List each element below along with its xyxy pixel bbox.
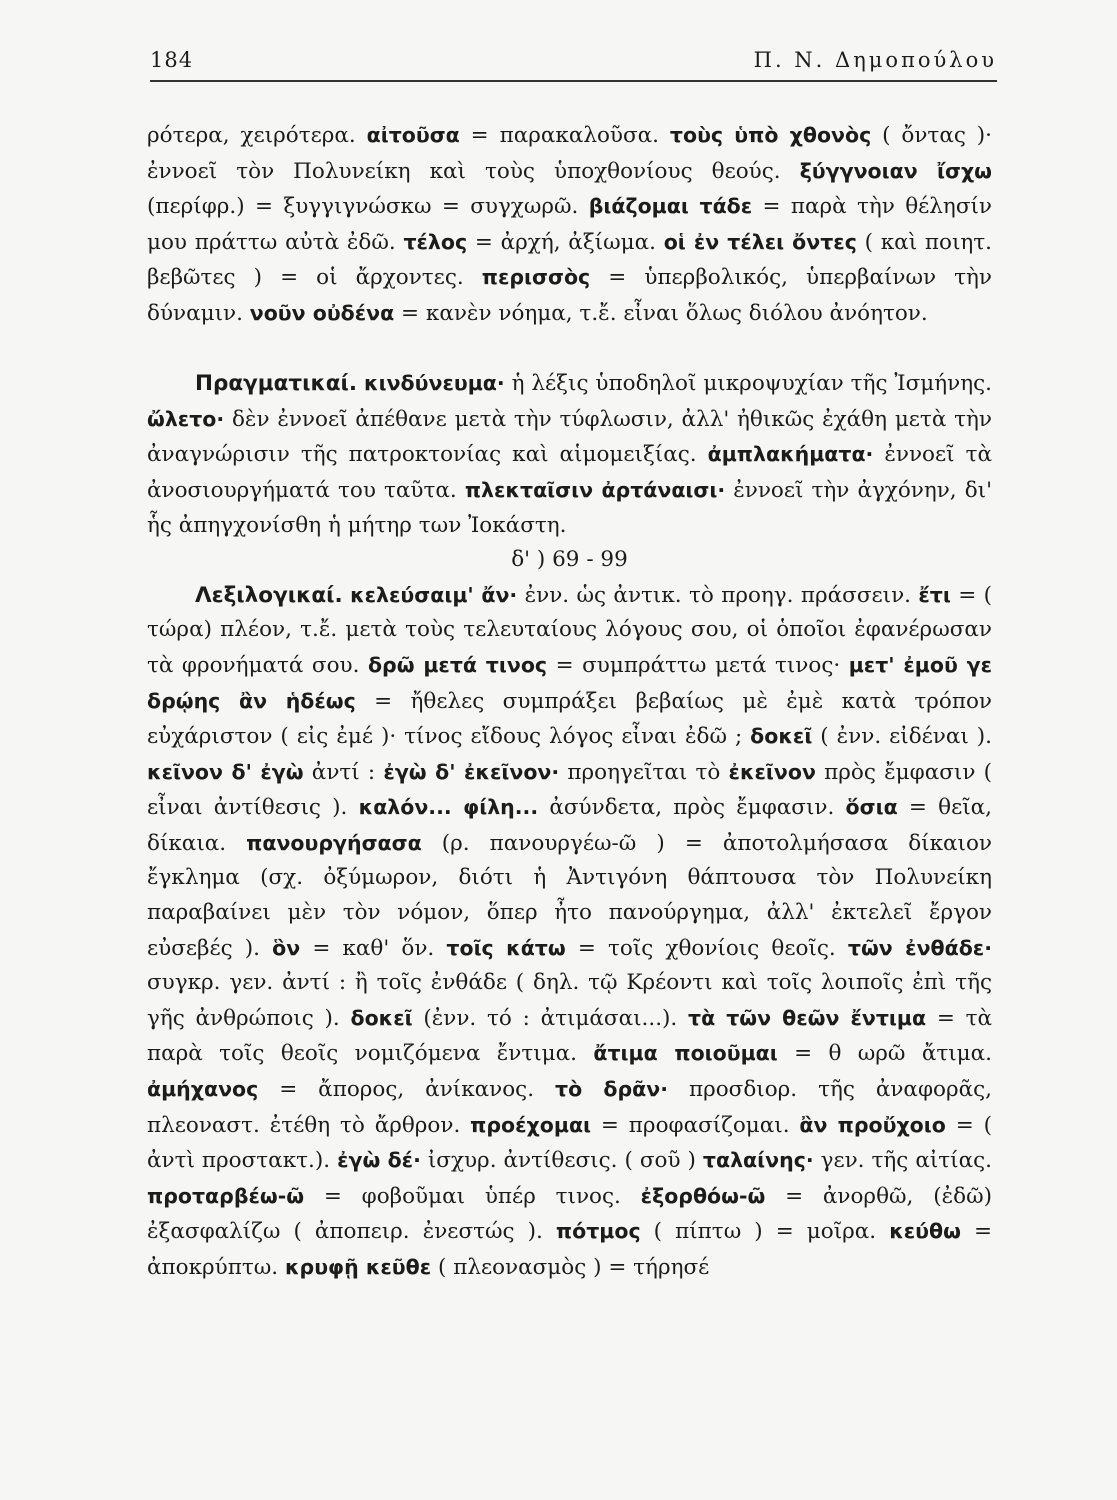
- paragraph: [147, 366, 992, 543]
- lemma-term: μετ' ἐμοῦ γε δρῴης ἂν ἡδέως: [147, 652, 992, 713]
- lemma-term: τοῖς κάτω: [446, 935, 566, 960]
- gloss-text: ἐννοεῖ τὴν ἀγχόνην, δι' ἧς ἀπηγχονίσθη ἡ μήτηρ των Ἰοκάστη.: [147, 477, 993, 538]
- gloss-text: ἀσύνδετα, πρὸς ἔμφασιν.: [538, 795, 846, 821]
- lemma-term: ὅσια: [845, 795, 898, 820]
- running-title: Π. Ν. Δημοπούλου: [753, 48, 997, 72]
- gloss-text: = ἀρχή, ἀξίωμα.: [467, 229, 664, 255]
- gloss-text: ( πίπτω ) = μοῖρα.: [640, 1219, 890, 1245]
- section-label: Λεξιλογικαί.: [195, 582, 343, 608]
- paragraph: [147, 578, 992, 1286]
- gloss-text: = συμπράττω μετά τινος·: [547, 652, 849, 678]
- gloss-text: [343, 583, 350, 608]
- lemma-term: οἱ ἐν τέλει ὄντες: [663, 229, 857, 254]
- gloss-text: (ρ. πανουργέω-ῶ ) = ἀποτολμήσασα δίκαιον ἔγκλημα (σχ. ὀξύμωρον, διότι ἡ Ἀντιγόνη θάπτουσα τὸν Πολυνείκη παραβαίνει μὲν τὸν νόμον, ὅπερ ἦτο πανούργημα, ἀλλ' ἐκτελεῖ ἔργον εὐσεβές ).: [147, 830, 992, 961]
- lemma-term: πλεκταῖσιν ἀρτάναισι·: [464, 477, 726, 502]
- gloss-text: πρὸς ἔμφασιν ( εἶναι ἀντίθεσις ).: [147, 759, 993, 821]
- gloss-text: ἀντί :: [303, 759, 384, 785]
- lemma-term: αἰτοῦσα: [366, 123, 460, 147]
- gloss-text: ἡ λέξις ὑποδηλοῖ μικροψυχίαν τῆς Ἰσμήνης.: [504, 371, 992, 397]
- gloss-text: (ἐνν. τό : ἀτιμάσαι...).: [412, 1005, 689, 1031]
- lemma-term: ὤλετο·: [147, 406, 225, 431]
- gloss-text: ἐννοεῖ τὰ ἀνοσιουργήματά του ταῦτα.: [147, 442, 992, 503]
- lemma-term: ἄτιμα ποιοῦμαι: [593, 1041, 778, 1066]
- gloss-text: = ( τώρα) πλέον, τ.ἔ. μετὰ τοὺς τελευταίους λόγους σου, οἱ ὁποῖοι ἐφανέρωσαν τὰ φρονήματά σου.: [147, 582, 993, 678]
- gloss-text: = ( ἀντὶ προστακτ.).: [147, 1112, 992, 1174]
- lemma-term: δοκεῖ: [750, 724, 813, 749]
- lemma-term: κεύθω: [889, 1219, 961, 1244]
- lemma-term: κρυφῇ κεῦθε: [284, 1255, 432, 1279]
- lemma-term: πότμος: [555, 1219, 641, 1244]
- gloss-text: = ἤθελες συμπράξει βεβαίως μὲ ἐμὲ κατὰ τρόπον εὐχάριστον ( εἰς ἐμέ )· τίνος εἴδους λόγος εἶναι ἐδῶ ;: [147, 688, 993, 750]
- gloss-text: = θεῖα, δίκαια.: [147, 795, 992, 856]
- lemma-term: ἂν προὔχοιο: [799, 1112, 946, 1137]
- gloss-text: = καθ' ὅν.: [300, 935, 447, 961]
- gloss-text: ἐνν. ὡς ἀντικ. τὸ προηγ. πράσσειν.: [517, 582, 919, 608]
- lemma-term: περισσὸς: [481, 265, 591, 290]
- lemma-term: βιάζομαι τάδε: [588, 194, 753, 219]
- paragraph-gap: [147, 332, 992, 367]
- lemma-term: ἐγὼ δ' ἐκεῖνον·: [383, 759, 560, 784]
- page-header: [150, 42, 997, 82]
- gloss-text: (περίφρ.) = ξυγγιγνώσκω = συγχωρῶ.: [147, 194, 589, 220]
- gloss-text: = κανὲν νόημα, τ.ἔ. εἶναι ὅλως διόλου ἀνόητον.: [394, 300, 928, 326]
- gloss-text: = ὑπερβολικός, ὑπερβαίνων τὴν δύναμιν.: [147, 265, 992, 326]
- gloss-text: γεν. τῆς αἰτίας.: [813, 1148, 992, 1174]
- lemma-term: προέχομαι: [470, 1112, 592, 1137]
- gloss-text: = φοβοῦμαι ὑπέρ τινος.: [304, 1183, 641, 1209]
- lemma-term: ἐκεῖνον: [728, 759, 816, 784]
- gloss-text: δ' ) 69 - 99: [511, 547, 628, 573]
- lemma-term: τοὺς ὑπὸ χθονὸς: [669, 123, 872, 147]
- lemma-term: καλόν... φίλη...: [358, 795, 539, 820]
- body-text: [147, 118, 992, 1286]
- lemma-term: ἐγὼ δέ·: [337, 1148, 421, 1173]
- gloss-text: = ἄπορος, ἀνίκανος.: [258, 1077, 555, 1103]
- lemma-term: κεῖνον δ' ἐγὼ: [147, 759, 304, 784]
- gloss-text: [357, 371, 364, 396]
- lemma-term: ταλαίνης·: [702, 1148, 814, 1173]
- lemma-term: κελεύσαιμ' ἄν·: [350, 582, 518, 607]
- gloss-text: ( καὶ ποιητ. βεβῶτες ) = οἱ ἄρχοντες.: [147, 229, 992, 291]
- lemma-term: νοῦν οὐδένα: [249, 300, 395, 325]
- gloss-text: = θ ωρῶ ἄτιμα.: [777, 1041, 992, 1067]
- lemma-term: κινδύνευμα·: [364, 371, 505, 396]
- paragraph: [147, 118, 992, 332]
- gloss-text: προσδιορ. τῆς ἀναφορᾶς, πλεοναστ. ἐτέθη τὸ ἄρθρον.: [147, 1077, 992, 1138]
- lemma-term: ἀμπλακήματα·: [707, 442, 874, 467]
- gloss-text: = ἀποκρύπτω.: [147, 1219, 992, 1280]
- lemma-term: ἀμήχανος: [147, 1077, 259, 1102]
- section-label: Πραγματικαί.: [195, 371, 358, 397]
- lemma-term: δοκεῖ: [350, 1005, 413, 1030]
- lemma-term: προταρβέω-ῶ: [147, 1183, 305, 1208]
- gloss-text: = παρὰ τὴν θέλησίν μου πράττω αὐτὰ ἐδῶ.: [147, 194, 992, 255]
- gloss-text: δὲν ἐννοεῖ ἀπέθανε μετὰ τὴν τύφλωσιν, ἀλλ' ἠθικῶς ἐχάθη μετὰ τὴν ἀναγνώρισιν τῆς πατροκτονίας καὶ αἱμομειξίας.: [147, 406, 992, 468]
- gloss-text: ( πλεονασμὸς ) = τήρησέ: [431, 1255, 710, 1280]
- gloss-text: = τὰ παρὰ τοῖς θεοῖς νομιζόμενα ἔντιμα.: [147, 1005, 992, 1067]
- gloss-text: προηγεῖται τὸ: [559, 759, 729, 785]
- gloss-text: ἰσχυρ. ἀντίθεσις. ( σοῦ ): [420, 1148, 703, 1174]
- lemma-term: ἔτι: [918, 582, 951, 607]
- gloss-text: = παρακαλοῦσα.: [459, 123, 670, 148]
- lemma-term: ἐξορθόω-ῶ: [640, 1183, 766, 1208]
- lemma-term: ξύγγνοιαν ἴσχω: [799, 158, 992, 183]
- lemma-term: τὸ δρᾶν·: [555, 1077, 669, 1102]
- page-number: 184: [150, 48, 194, 72]
- gloss-text: συγκρ. γεν. ἀντί : ἢ τοῖς ἐνθάδε ( δηλ. τῷ Κρέοντι καὶ τοῖς λοιποῖς ἐπὶ τῆς γῆς ἀνθρώποις ).: [147, 970, 992, 1031]
- lemma-term: τὰ τῶν θεῶν ἔντιμα: [688, 1005, 927, 1030]
- gloss-text: ( ἐνν. εἰδέναι ).: [812, 724, 992, 750]
- lemma-term: πανουργήσασα: [246, 830, 422, 855]
- lemma-term: τῶν ἐνθάδε·: [847, 935, 992, 960]
- gloss-text: = τοῖς χθονίοις θεοῖς.: [565, 935, 848, 961]
- section-heading: [147, 543, 992, 578]
- lemma-term: ὃν: [272, 935, 301, 960]
- gloss-text: = ἀνορθῶ, (ἐδῶ) ἐξασφαλίζω ( ἀποπειρ. ἐνεστώς ).: [147, 1183, 992, 1245]
- gloss-text: ρότερα, χειρότερα.: [147, 123, 367, 148]
- gloss-text: ( ὄντας )· ἐννοεῖ τὸν Πολυνείκη καὶ τοὺς ὑποχθονίους θεούς.: [147, 123, 993, 184]
- lemma-term: τέλος: [403, 229, 468, 254]
- lemma-term: δρῶ μετά τινος: [367, 652, 548, 677]
- gloss-text: = προφασίζομαι.: [591, 1112, 800, 1138]
